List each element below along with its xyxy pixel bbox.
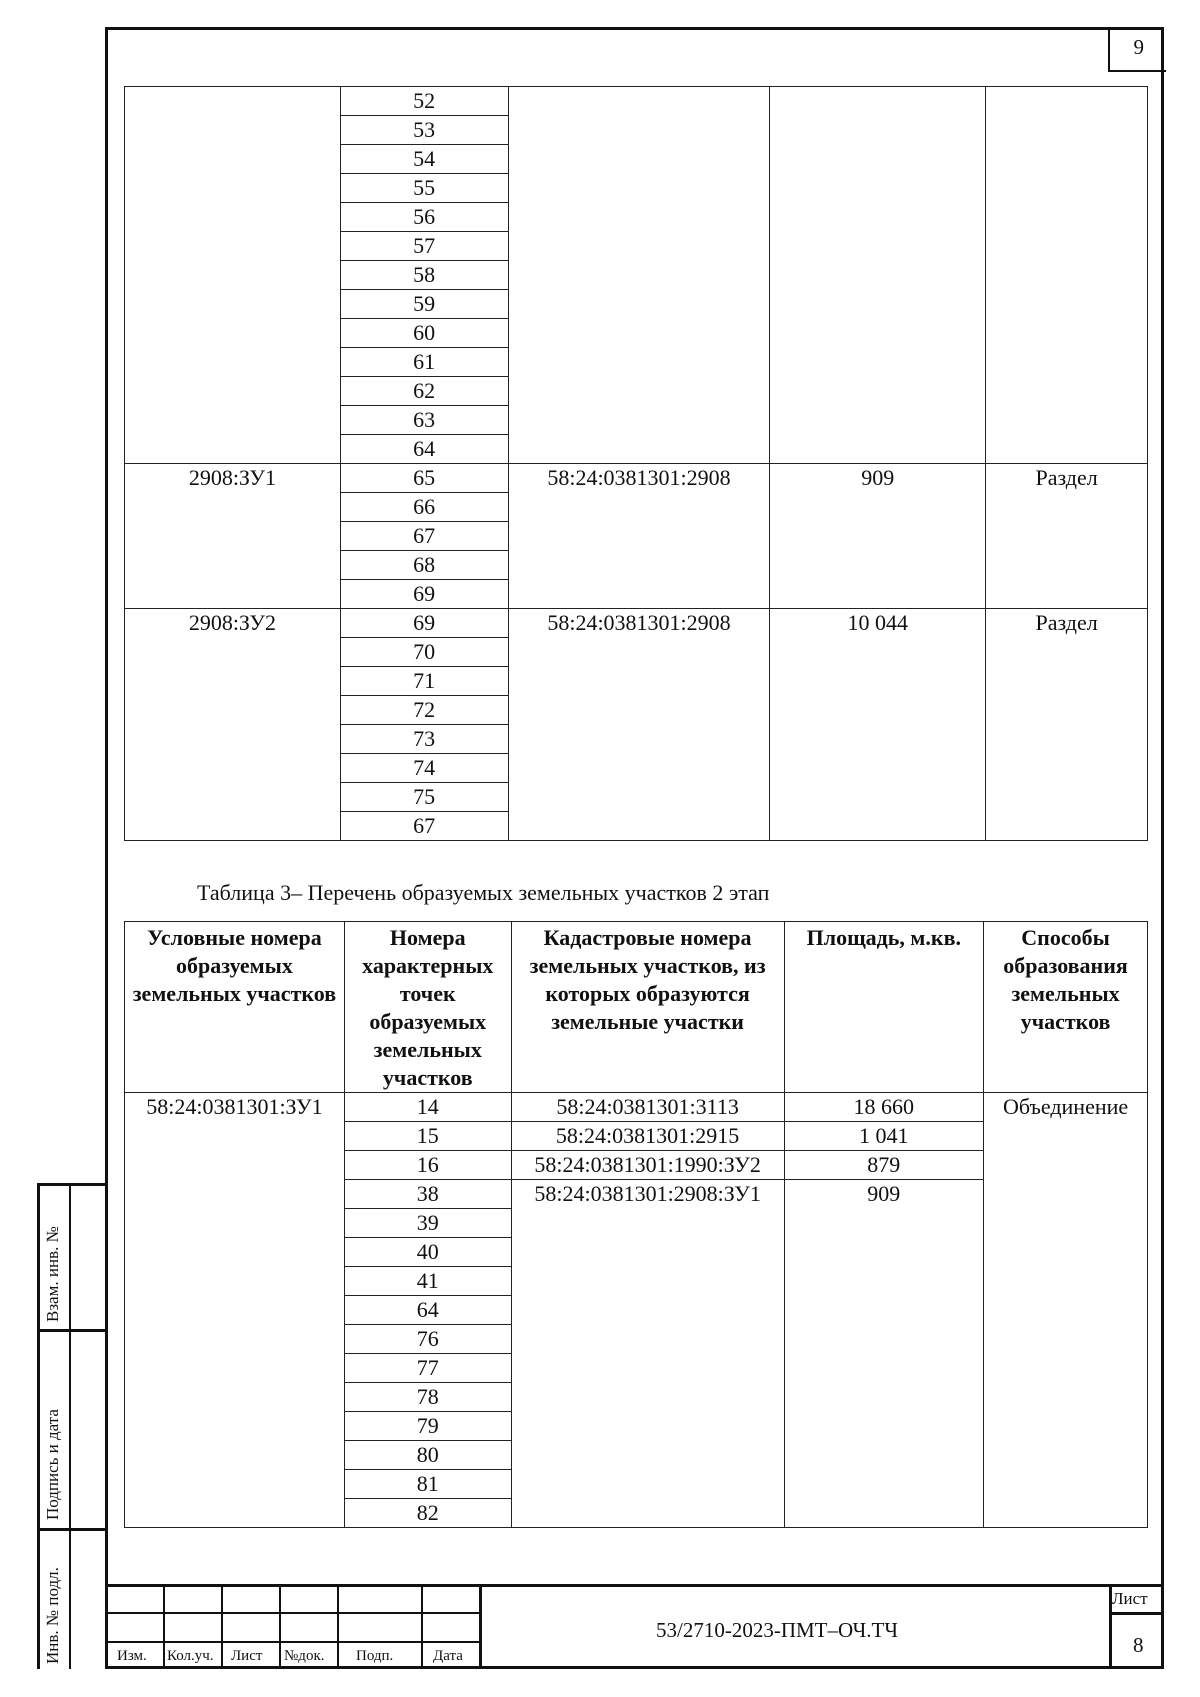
row-method [986,87,1148,464]
table-row [125,1093,1148,1122]
row-method: Объединение [984,1093,1148,1528]
row-area [770,87,986,464]
point-number: 62 [340,377,508,406]
row-id: 2908:ЗУ2 [125,609,341,841]
row-method: Раздел [986,464,1148,609]
row-method: Раздел [986,609,1148,841]
point-number: 67 [340,522,508,551]
table-row [125,464,1148,493]
sheet-number: 8 [1133,1633,1144,1657]
row-cadastral: 58:24:0381301:1990:ЗУ2 [511,1151,784,1180]
point-number: 78 [344,1383,511,1412]
stamp-col-list: Лист [231,1648,263,1664]
point-number: 38 [344,1180,511,1209]
point-number: 63 [340,406,508,435]
point-number: 71 [340,667,508,696]
stamp-col-podp: Подп. [356,1648,394,1664]
point-number: 15 [344,1122,511,1151]
point-number: 77 [344,1354,511,1383]
row-cadastral: 58:24:0381301:2908:ЗУ1 [511,1180,784,1528]
point-number: 65 [340,464,508,493]
row-area: 879 [784,1151,984,1180]
table-row [125,87,1148,116]
table-3 [124,921,1148,1528]
point-number: 55 [340,174,508,203]
point-number: 72 [340,696,508,725]
point-number: 68 [340,551,508,580]
point-number: 73 [340,725,508,754]
row-area: 1 041 [784,1122,984,1151]
point-number: 64 [344,1296,511,1325]
point-number: 67 [340,812,508,841]
header-area: Площадь, м.кв. [784,922,984,1093]
row-cadastral: 58:24:0381301:3113 [511,1093,784,1122]
table-2-continued [124,86,1148,841]
header-point-numbers: Номера характерных точек образуемых земельных участков [344,922,511,1093]
point-number: 59 [340,290,508,319]
side-label-podpis: Подпись и дата [43,1409,62,1520]
point-number: 57 [340,232,508,261]
header-method: Способы образования земельных участков [984,922,1148,1093]
document-code: 53/2710-2023-ПМТ–ОЧ.ТЧ [656,1618,899,1642]
title-block [105,1584,1164,1669]
point-number: 76 [344,1325,511,1354]
row-cadastral [508,87,770,464]
header-conditional-number: Условные номера образуемых земельных участков [125,922,345,1093]
row-area: 10 044 [770,609,986,841]
row-id: 2908:ЗУ1 [125,464,341,609]
point-number: 69 [340,609,508,638]
row-area: 909 [770,464,986,609]
point-number: 81 [344,1470,511,1499]
header-cadastral-numbers: Кадастровые номера земельных участков, из которых образуются земельные участки [511,922,784,1093]
row-id: 58:24:0381301:ЗУ1 [125,1093,345,1528]
point-number: 66 [340,493,508,522]
point-number: 64 [340,435,508,464]
point-number: 75 [340,783,508,812]
row-area: 18 660 [784,1093,984,1122]
point-number: 60 [340,319,508,348]
point-number: 69 [340,580,508,609]
row-id [125,87,341,464]
point-number: 41 [344,1267,511,1296]
side-label-inv: Инв. № подл. [43,1567,62,1664]
row-area: 909 [784,1180,984,1528]
side-label-vzam: Взам. инв. № [43,1226,62,1322]
point-number: 61 [340,348,508,377]
sheet-label: Лист [1112,1589,1148,1608]
point-number: 70 [340,638,508,667]
stamp-col-kol: Кол.уч. [167,1648,214,1664]
point-number: 52 [340,87,508,116]
row-cadastral: 58:24:0381301:2915 [511,1122,784,1151]
stamp-col-data: Дата [433,1648,463,1664]
table-row [125,609,1148,638]
point-number: 56 [340,203,508,232]
point-number: 74 [340,754,508,783]
point-number: 79 [344,1412,511,1441]
corner-page-number-text: 9 [1133,35,1144,59]
row-cadastral: 58:24:0381301:2908 [508,464,770,609]
point-number: 39 [344,1209,511,1238]
point-number: 14 [344,1093,511,1122]
stamp-col-ndok: №док. [284,1648,325,1664]
stamp-col-izm: Изм. [117,1648,147,1664]
point-number: 58 [340,261,508,290]
row-cadastral: 58:24:0381301:2908 [508,609,770,841]
point-number: 80 [344,1441,511,1470]
point-number: 53 [340,116,508,145]
point-number: 54 [340,145,508,174]
point-number: 82 [344,1499,511,1528]
table-3-caption: Таблица 3– Перечень образуемых земельных участков 2 этап [197,880,770,905]
point-number: 40 [344,1238,511,1267]
point-number: 16 [344,1151,511,1180]
